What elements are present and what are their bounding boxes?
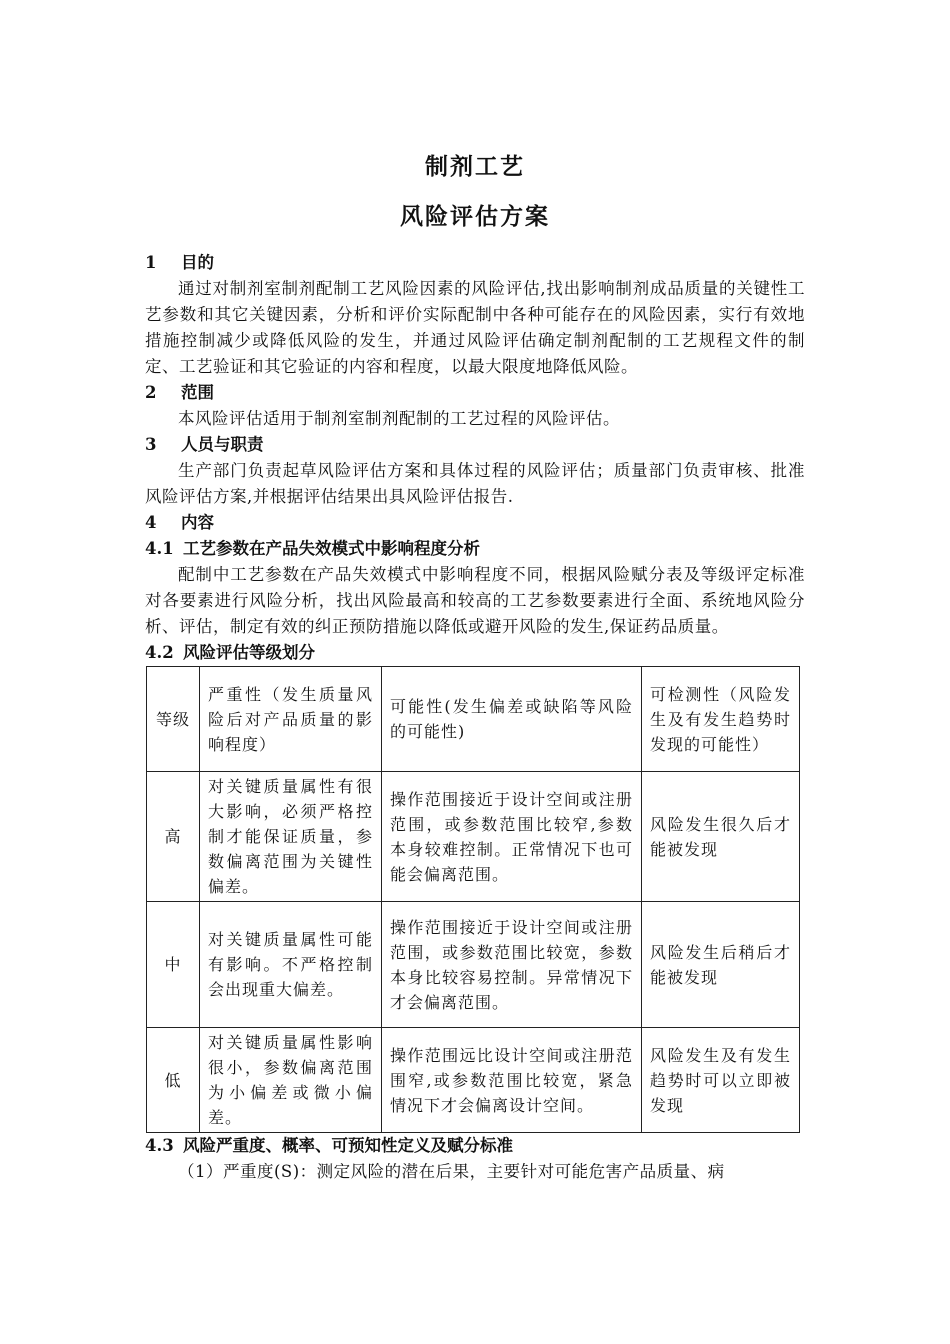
table-cell: 风险发生后稍后才能被发现 <box>642 902 800 1028</box>
table-cell: 对关键质量属性可能有影响。不严格控制会出现重大偏差。 <box>200 902 382 1028</box>
table-cell: 风险发生及有发生趋势时可以立即被发现 <box>642 1028 800 1133</box>
section-4-3-text: （1）严重度(S)：测定风险的潜在后果，主要针对可能危害产品质量、病 <box>178 1162 725 1181</box>
document-title: 制剂工艺 <box>425 153 525 180</box>
section-1-heading: 1 目的 <box>145 253 214 272</box>
document-body <box>145 250 805 1185</box>
table-header-cell: 严重性（发生质量风险后对产品质量的影响程度） <box>200 667 382 772</box>
section-2-text: 本风险评估适用于制剂室制剂配制的工艺过程的风险评估。 <box>178 409 620 428</box>
table-cell: 操作范围接近于设计空间或注册范围，或参数范围比较宽，参数本身比较容易控制。异常情况下才会偏离范围。 <box>382 902 642 1028</box>
section-4-2-heading: 4.2 风险评估等级划分 <box>145 643 315 662</box>
table-header-cell: 等级 <box>147 667 200 772</box>
section-3-text: 生产部门负责起草风险评估方案和具体过程的风险评估；质量部门负责审核、批准风险评估方案,并根据评估结果出具风险评估报告. <box>145 461 805 506</box>
section-2-heading: 2 范围 <box>145 383 214 402</box>
table-cell: 操作范围远比设计空间或注册范围窄,或参数范围比较宽，紧急情况下才会偏离设计空间。 <box>382 1028 642 1133</box>
table-row <box>147 1028 800 1133</box>
table-row <box>147 902 800 1028</box>
table-header-row <box>147 667 800 772</box>
section-4-1-heading: 4.1 工艺参数在产品失效模式中影响程度分析 <box>145 539 480 558</box>
table-header-cell: 可能性(发生偏差或缺陷等风险的可能性) <box>382 667 642 772</box>
section-4-1-text: 配制中工艺参数在产品失效模式中影响程度不同，根据风险赋分表及等级评定标准对各要素进行风险分析，找出风险最高和较高的工艺参数要素进行全面、系统地风险分析、评估，制定有效的纠正预防措施以降低或避开风险的发生,保证药品质量。 <box>145 565 805 636</box>
table-cell: 对关键质量属性影响很小，参数偏离范围为小偏差或微小偏差。 <box>200 1028 382 1133</box>
risk-level-table <box>146 666 800 1133</box>
section-4-heading: 4 内容 <box>145 513 214 532</box>
document-subtitle: 风险评估方案 <box>400 203 550 230</box>
table-cell: 风险发生很久后才能被发现 <box>642 772 800 902</box>
table-cell-level: 高 <box>147 772 200 902</box>
section-1-text: 通过对制剂室制剂配制工艺风险因素的风险评估,找出影响制剂成品质量的关键性工艺参数和其它关键因素，分析和评价实际配制中各种可能存在的风险因素，实行有效地措施控制减少或降低风险的发生，并通过风险评估确定制剂配制的工艺规程文件的制定、工艺验证和其它验证的内容和程度，以最大限度地降低风险。 <box>145 279 805 376</box>
table-cell: 对关键质量属性有很大影响，必须严格控制才能保证质量，参数偏离范围为关键性偏差。 <box>200 772 382 902</box>
table-row <box>147 772 800 902</box>
table-cell-level: 中 <box>147 902 200 1028</box>
section-4-3-heading: 4.3 风险严重度、概率、可预知性定义及赋分标准 <box>145 1136 513 1155</box>
section-3-heading: 3 人员与职责 <box>145 435 264 454</box>
table-cell-level: 低 <box>147 1028 200 1133</box>
table-cell: 操作范围接近于设计空间或注册范围，或参数范围比较窄,参数本身较难控制。正常情况下也可能会偏离范围。 <box>382 772 642 902</box>
table-header-cell: 可检测性（风险发生及有发生趋势时发现的可能性） <box>642 667 800 772</box>
